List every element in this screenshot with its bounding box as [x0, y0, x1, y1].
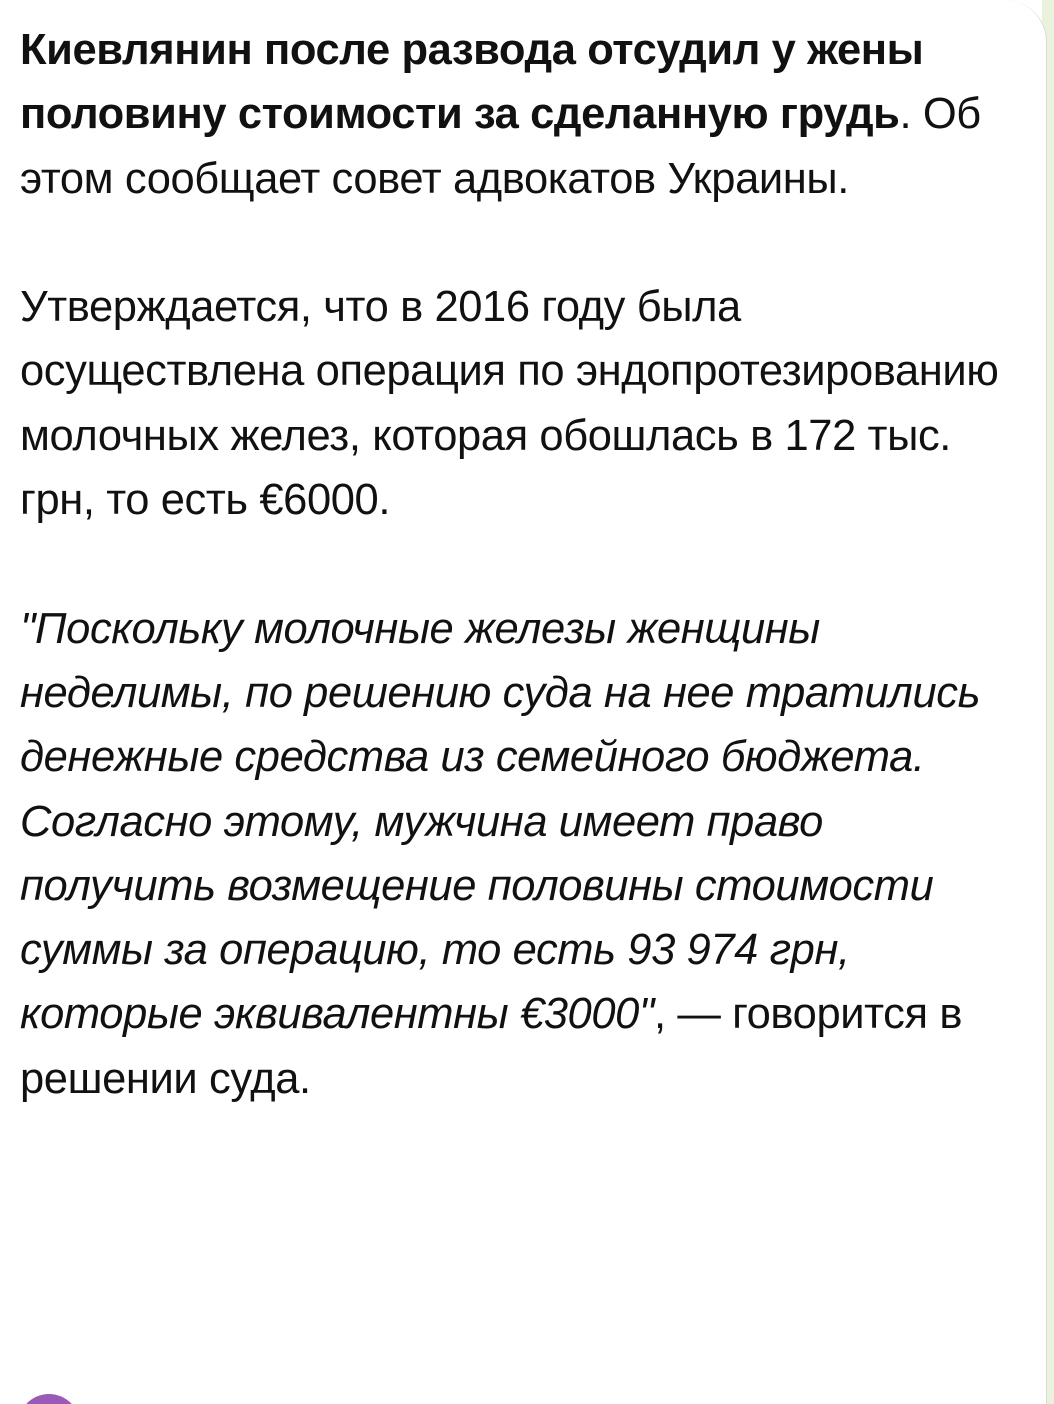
message-headline-tail: . Об этом сообщает совет адвокатов Украины. [20, 90, 981, 203]
court-quote-tail: , — говорится в решении суда. [20, 990, 963, 1103]
message-headline: Киевлянин после развода отсудил у жены половину стоимости за сделанную грудь [20, 26, 924, 139]
message-paragraph-details: Утверждается, что в 2016 году была осуществлена операция по эндопротезированию молочных желез, которая обошлась в 172 тыс. грн, то есть €6000. [20, 283, 999, 525]
message-paragraph-lead [20, 18, 1020, 211]
message-text[interactable] [20, 18, 1020, 1111]
message-paragraph-quote [20, 597, 1020, 1111]
court-quote: "Поскольку молочные железы женщины неделимы, по решению суда на нее тратились денежные средства из семейного бюджета. Согласно этому, мужчина имеет право получить возмещение половины стоимости суммы за операцию, то есть 93 974 грн, которые эквивалентны €3000" [20, 604, 981, 1039]
